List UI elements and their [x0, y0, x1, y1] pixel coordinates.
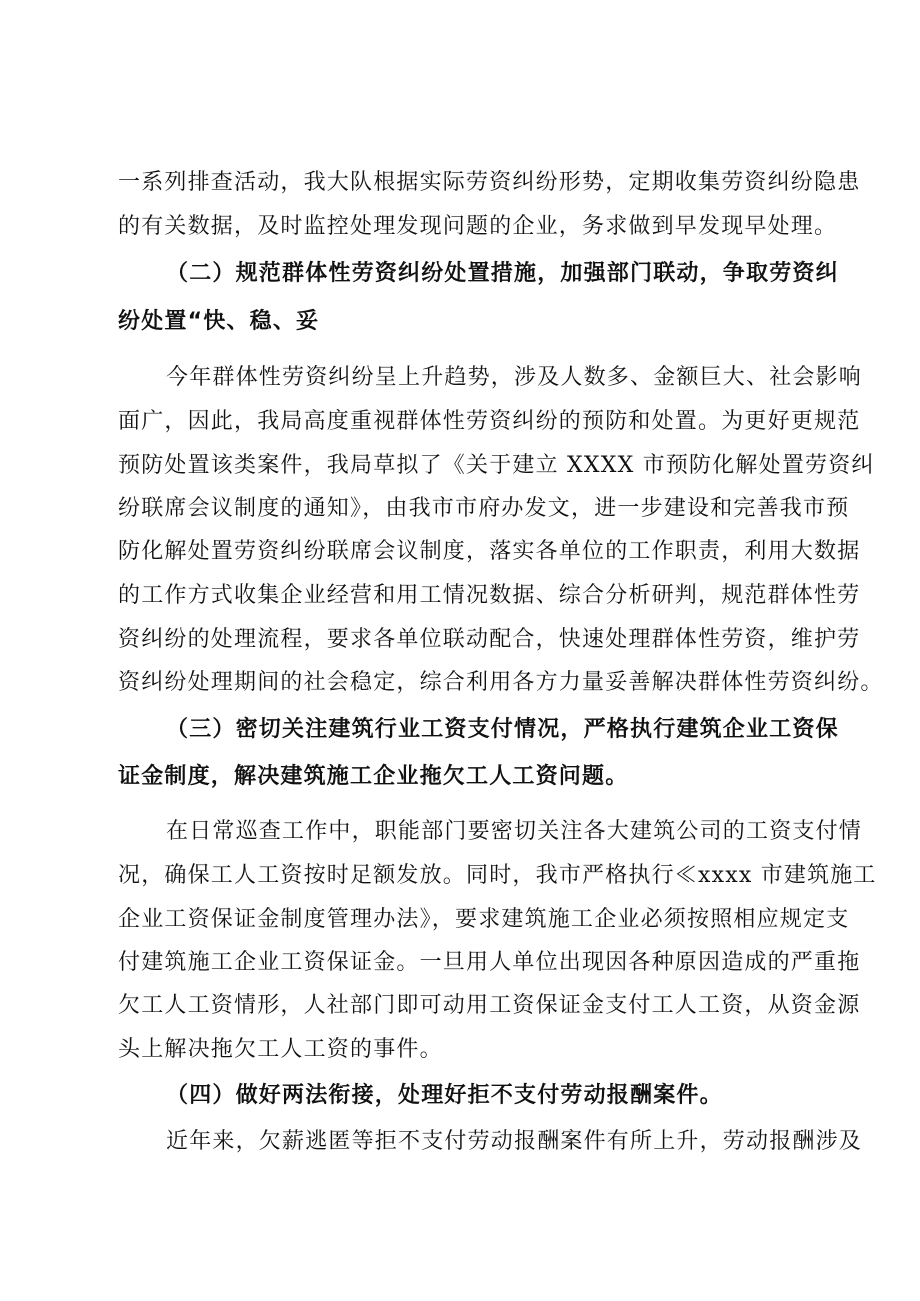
body-text-line: 的有关数据，及时监控处理发现问题的企业，务求做到早发现早处理。 — [118, 214, 838, 239]
section-heading-line: （二）规范群体性劳资纠纷处置措施，加强部门联动，争取劳资纠 — [166, 261, 839, 286]
body-text-line: 欠工人工资情形，人社部门即可动用工资保证金支付工人工资，从资金源 — [118, 993, 861, 1018]
body-text-line: 防化解处置劳资纠纷联席会议制度，落实各单位的工作职责，利用大数据 — [118, 539, 861, 564]
section-heading-line: （四）做好两法衔接，处理好拒不支付劳动报酬案件。 — [166, 1083, 723, 1108]
body-text-line: 资纠纷的处理流程，要求各单位联动配合，快速处理群体性劳资，维护劳 — [118, 627, 861, 652]
body-text-line: 面广，因此，我局高度重视群体性劳资纠纷的预防和处置。为更好更规范 — [118, 409, 861, 434]
section-heading-line: 证金制度，解决建筑施工企业拖欠工人工资问题。 — [118, 764, 629, 789]
body-text-line: 资纠纷处理期间的社会稳定，综合利用各方力量妥善解决群体性劳资纠纷。 — [118, 670, 884, 695]
body-text-line: 头上解决拖欠工人工资的事件。 — [118, 1037, 443, 1062]
section-heading-line: 纷处置“快、稳、妥 — [118, 309, 320, 334]
body-text-line: 纷联席会议制度的通知》，由我市市府办发文，进一步建设和完善我市预 — [118, 496, 850, 521]
body-text-line: 的工作方式收集企业经营和用工情况数据、综合分析研判，规范群体性劳 — [118, 583, 861, 608]
section-heading-line: （三）密切关注建筑行业工资支付情况，严格执行建筑企业工资保 — [166, 717, 839, 742]
body-text-line: 企业工资保证金制度管理办法》，要求建筑施工企业必须按照相应规定支 — [118, 907, 850, 932]
body-text-line: 今年群体性劳资纠纷呈上升趋势，涉及人数多、金额巨大、社会影响 — [166, 365, 863, 390]
body-text-line: 在日常巡查工作中，职能部门要密切关注各大建筑公司的工资支付情 — [166, 819, 863, 844]
body-text-line: 付建筑施工企业工资保证金。一旦用人单位出现因各种原因造成的严重拖 — [118, 950, 861, 975]
body-text-line: 预防处置该类案件，我局草拟了《关于建立 XXXX 市预防化解处置劳资纠 — [118, 453, 875, 478]
body-text-line: 一系列排查活动，我大队根据实际劳资纠纷形势，定期收集劳资纠纷隐患 — [118, 170, 861, 195]
body-text-line: 近年来，欠薪逃匿等拒不支付劳动报酬案件有所上升，劳动报酬涉及 — [166, 1129, 863, 1154]
body-text-line: 况，确保工人工资按时足额发放。同时，我市严格执行≪xxxx 市建筑施工 — [118, 863, 877, 888]
